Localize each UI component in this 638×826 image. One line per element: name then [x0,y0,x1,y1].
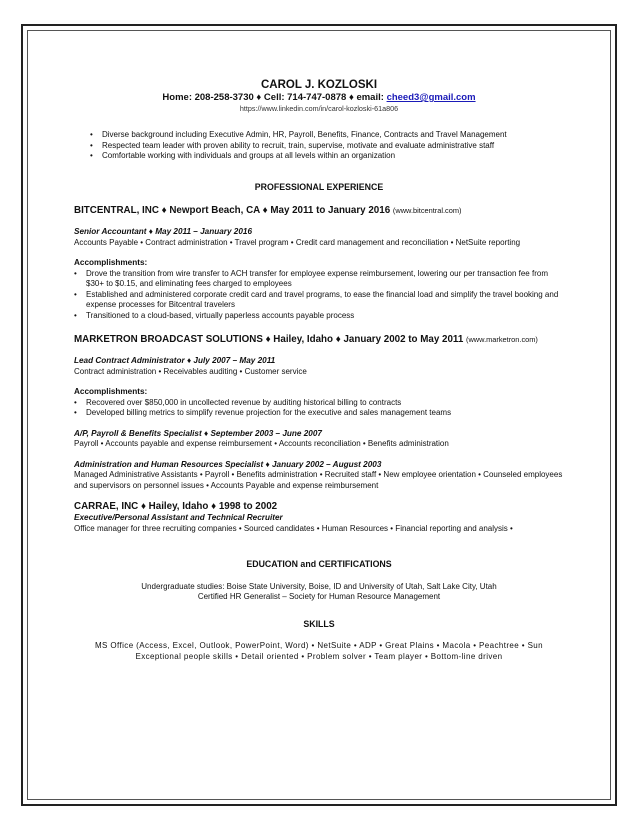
summary-item: • Respected team leader with proven ability to recruit, train, supervise, motivate and evaluate administrative staff [90,141,564,152]
skills-line: MS Office (Access, Excel, Outlook, PowerPoint, Word) • NetSuite • ADP • Great Plains • Macola • Peachtree • Sun [94,641,544,650]
accomplishment-item: • Drove the transition from wire transfer to ACH transfer for employee expense reimbursement, lowering our per transaction fee from $30+ to $0.15, and eliminating fees charged to employees [74,269,564,290]
skills-heading: SKILLS [303,618,335,629]
job-title: Executive/Personal Assistant and Technical Recruiter [74,513,283,522]
contact-line [74,92,564,104]
company-website: (www.bitcentral.com) [392,206,462,215]
candidate-name: CAROL J. KOZLOSKI [260,79,378,91]
job-duties: Accounts Payable • Contract administration • Travel program • Credit card management and reconciliation • NetSuite reporting [74,237,521,247]
accomplishments-list [74,269,564,322]
job-duties: Payroll • Accounts payable and expense reimbursement • Accounts reconciliation • Benefits administration [74,439,449,448]
separator: ♦ [256,92,262,103]
certification-line: Certified HR Generalist – Society for Human Resource Management [197,592,441,601]
job-title: Senior Accountant ♦ May 2011 – January 2016 [74,227,253,236]
company-website: (www.marketron.com) [466,335,538,344]
summary-item: • Comfortable working with individuals and groups at all levels within an organization [90,151,564,162]
job-title: A/P, Payroll & Benefits Specialist ♦ September 2003 – June 2007 [74,428,322,438]
accomplishments-list [74,398,564,419]
company-heading: BITCENTRAL, INC ♦ Newport Beach, CA ♦ May 2011 to January 2016 [74,205,391,216]
separator: ♦ [348,92,354,103]
education-heading: EDUCATION and CERTIFICATIONS [246,559,392,569]
job-title: Lead Contract Administrator ♦ July 2007 – May 2011 [74,356,276,365]
cell-phone: Cell: 714-747-0878 [263,92,347,103]
accomplishments-label: Accomplishments: [74,258,148,267]
email-label: email: [356,92,384,103]
resume-body [74,78,564,662]
company-heading: MARKETRON BROADCAST SOLUTIONS ♦ Hailey, Idaho ♦ January 2002 to May 2011 [74,334,464,345]
job-duties: Office manager for three recruiting companies • Sourced candidates • Human Resources • Financial reporting and analysis • [74,523,513,533]
email-link[interactable]: cheed3@gmail.com [386,92,476,103]
education-line: Undergraduate studies: Boise State University, Boise, ID and University of Utah, Salt Lake City, Utah [141,581,497,591]
job-title: Administration and Human Resources Specialist ♦ January 2002 – August 2003 [74,459,382,469]
summary-item: • Diverse background including Executive Admin, HR, Payroll, Benefits, Finance, Contracts and Travel Management [90,130,564,141]
job-duties: Managed Administrative Assistants • Payroll • Benefits administration • Recruited staff • New employee orientation • Counseled employees and supervisors on personnel issues • Accounts Payable and expense reimbursement [74,470,563,490]
experience-heading: PROFESSIONAL EXPERIENCE [254,181,384,192]
accomplishments-label: Accomplishments: [74,387,148,396]
linkedin-url[interactable]: https://www.linkedin.com/in/carol-kozloski-61a806 [239,104,399,113]
accomplishment-item: • Transitioned to a cloud-based, virtually paperless accounts payable process [74,311,564,322]
summary-list [90,130,564,162]
company-carrae: CARRAE, INC ♦ Hailey, Idaho ♦ 1998 to 2002 [74,501,278,512]
accomplishment-item: • Established and administered corporate credit card and travel programs, to ease the financial load and simplify the travel booking and expense processes for Bitcentral travelers [74,290,564,311]
job-duties: Contract administration • Receivables auditing • Customer service [74,366,307,376]
company-marketron [74,333,564,346]
home-phone: Home: 208-258-3730 [162,92,254,103]
accomplishment-item: • Recovered over $850,000 in uncollected revenue by auditing historical billing to contracts [74,398,564,409]
accomplishment-item: • Developed billing metrics to simplify revenue projection for the executive and sales management teams [74,408,564,419]
skills-line: Exceptional people skills • Detail oriented • Problem solver • Team player • Bottom-line driven [135,651,503,661]
company-bitcentral [74,204,564,217]
